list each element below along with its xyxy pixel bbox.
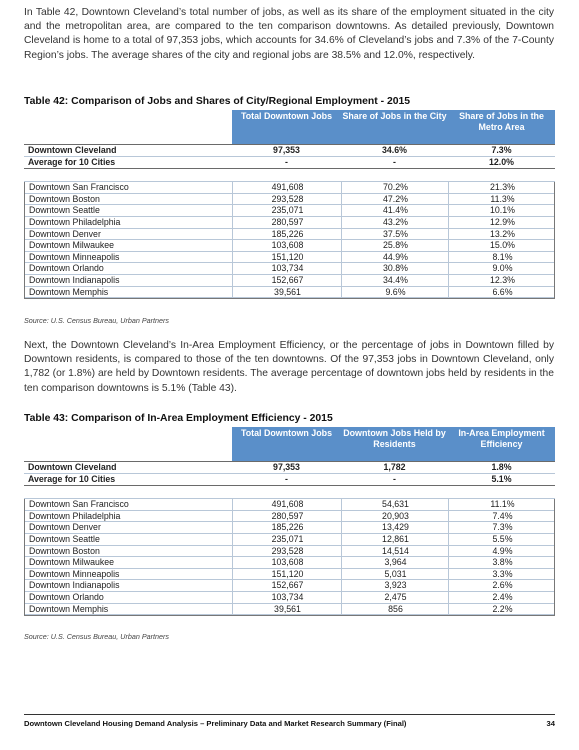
row-value-2: 3,923: [384, 580, 407, 591]
table-row: [25, 604, 554, 616]
row-value-2: 1,782: [383, 462, 406, 472]
intro-paragraph: In Table 42, Downtown Cleveland’s total number of jobs, as well as its share of the employment situated in the city and the metropolitan area, are compared to the ten comparison downtowns. As detailed previously, Downtown Cleveland is home to a total of 97,353 jobs, which accounts for 34.6% of Cleveland’s jobs and 7.3% of the 7-County Region’s jobs. The average shares of the city and regional jobs are 38.5% and 12.0%, respectively.: [24, 7, 554, 61]
table42-title: Table 42: Comparison of Jobs and Shares of City/Regional Employment - 2015: [24, 96, 411, 107]
row-value-3: 2.4%: [492, 591, 513, 602]
row-value-3: 8.1%: [492, 251, 513, 262]
table-row: [25, 522, 554, 534]
row-value-3: 6.6%: [492, 286, 513, 297]
row-value-3: 11.3%: [490, 193, 515, 204]
row-value-1: 185,226: [271, 522, 304, 533]
table43-header-total-jobs: Total Downtown Jobs: [232, 427, 341, 461]
footer-rule: [24, 714, 555, 715]
table-42: [24, 110, 555, 299]
row-value-1: 235,071: [271, 533, 304, 544]
middle-paragraph: Next, the Downtown Cleveland’s In-Area Employment Efficiency, or the percentage of jobs in Downtown filled by Downtown residents, is compared to those of the ten downtowns. Of the 97,353 jobs in Downtown Cleveland, only 1,782 (or 1.8%) are held by Downtown residents. The average percentage of downtown jobs held by residents in the ten comparison downtowns is 5.1% (Table 43).: [24, 340, 554, 394]
row-value-2: 44.9%: [383, 251, 408, 262]
row-label: Downtown San Francisco: [29, 499, 129, 510]
row-value-1: 151,120: [271, 568, 304, 579]
table-row: [25, 194, 554, 206]
row-value-1: 103,734: [271, 263, 304, 274]
row-label: Downtown Indianapolis: [29, 580, 120, 591]
column-divider: [232, 499, 233, 615]
row-value-3: 2.2%: [492, 603, 513, 614]
table-row: [25, 534, 554, 546]
row-value-1: 293,528: [271, 545, 304, 556]
row-value-1: 235,071: [271, 205, 304, 216]
row-value-1: 280,597: [271, 510, 304, 521]
table-row: [25, 287, 554, 299]
row-label: Downtown Orlando: [29, 263, 104, 274]
row-label: Downtown Seattle: [29, 533, 100, 544]
table42-header-total-jobs: Total Downtown Jobs: [232, 110, 341, 144]
table-row: [25, 580, 554, 592]
table42-source: Source: U.S. Census Bureau, Urban Partners: [24, 316, 170, 325]
row-label: Average for 10 Cities: [28, 156, 116, 167]
table-row: [25, 217, 554, 229]
row-value-2: 856: [388, 603, 403, 614]
row-label: Downtown Denver: [29, 522, 101, 533]
row-value-2: 5,031: [384, 568, 407, 579]
row-label: Downtown Indianapolis: [29, 274, 120, 285]
footer-title: Downtown Cleveland Housing Demand Analysis – Preliminary Data and Market Research Summary (Final): [24, 719, 407, 728]
row-value-1: 39,561: [274, 286, 301, 297]
row-value-1: 152,667: [271, 580, 304, 591]
row-value-3: 12.0%: [489, 156, 514, 167]
table-row: [25, 499, 554, 511]
row-label: Downtown San Francisco: [29, 182, 129, 193]
row-label: Downtown Boston: [29, 193, 100, 204]
table42-city-rows: [24, 182, 555, 299]
row-label: Downtown Milwaukee: [29, 240, 115, 251]
row-value-2: 13,429: [382, 522, 409, 533]
row-value-2: 14,514: [382, 545, 409, 556]
row-value-2: -: [393, 156, 396, 167]
row-value-2: 2,475: [384, 591, 407, 602]
row-value-3: 1.8%: [491, 462, 512, 472]
row-value-3: 12.9%: [490, 216, 515, 227]
row-value-3: 3.8%: [492, 557, 513, 568]
table-row: [25, 275, 554, 287]
row-label: Downtown Milwaukee: [29, 557, 115, 568]
row-value-1: 39,561: [274, 603, 301, 614]
row-value-1: 103,608: [271, 557, 304, 568]
row-value-3: 12.3%: [490, 274, 515, 285]
table-row: [25, 229, 554, 241]
table-row: [25, 182, 554, 194]
row-value-2: 25.8%: [383, 240, 408, 251]
table43-summary: [24, 461, 555, 486]
row-value-1: 103,608: [271, 240, 304, 251]
summary-row: [24, 462, 555, 474]
row-label: Downtown Cleveland: [28, 145, 117, 155]
row-label: Downtown Memphis: [29, 286, 109, 297]
table-row: [25, 569, 554, 581]
row-value-2: 12,861: [382, 533, 409, 544]
row-value-3: 13.2%: [490, 228, 515, 239]
column-divider: [232, 182, 233, 298]
row-label: Downtown Denver: [29, 228, 101, 239]
row-value-3: 3.3%: [492, 568, 513, 579]
row-label: Downtown Boston: [29, 545, 100, 556]
column-divider: [448, 182, 449, 298]
row-value-2: 70.2%: [383, 182, 408, 193]
row-value-3: 7.3%: [492, 522, 513, 533]
row-label: Downtown Memphis: [29, 603, 109, 614]
row-label: Downtown Philadelphia: [29, 510, 121, 521]
row-value-3: 15.0%: [490, 240, 515, 251]
table-row: [25, 252, 554, 264]
summary-row: [24, 474, 555, 486]
row-value-1: -: [285, 156, 288, 167]
row-value-3: 7.4%: [492, 510, 513, 521]
table-row: [25, 263, 554, 275]
row-label: Downtown Minneapolis: [29, 568, 120, 579]
row-value-2: 34.6%: [382, 145, 407, 155]
row-value-2: 37.5%: [383, 228, 408, 239]
row-value-2: 54,631: [382, 499, 409, 510]
summary-row: [24, 157, 555, 169]
row-value-3: 9.0%: [492, 263, 513, 274]
row-value-1: -: [285, 473, 288, 484]
row-label: Downtown Cleveland: [28, 462, 117, 472]
table42-header-share-metro: Share of Jobs in the Metro Area: [448, 110, 555, 144]
table43-header-jobs-held: Downtown Jobs Held by Residents: [341, 427, 448, 461]
row-label: Average for 10 Cities: [28, 473, 116, 484]
row-label: Downtown Seattle: [29, 205, 100, 216]
row-value-3: 21.3%: [490, 182, 515, 193]
row-value-1: 97,353: [273, 462, 300, 472]
row-value-1: 151,120: [271, 251, 304, 262]
row-value-3: 7.3%: [491, 145, 512, 155]
row-value-1: 280,597: [271, 216, 304, 227]
column-divider: [448, 499, 449, 615]
row-value-2: 34.4%: [383, 274, 408, 285]
table42-summary: [24, 144, 555, 169]
row-value-3: 5.1%: [491, 473, 512, 484]
row-value-3: 10.1%: [490, 205, 515, 216]
row-value-2: 3,964: [384, 557, 407, 568]
table-row: [25, 240, 554, 252]
row-label: Downtown Philadelphia: [29, 216, 121, 227]
row-value-2: -: [393, 473, 396, 484]
table42-header-share-city: Share of Jobs in the City: [341, 110, 448, 144]
table-row: [25, 205, 554, 217]
row-value-2: 9.6%: [385, 286, 406, 297]
table43-source: Source: U.S. Census Bureau, Urban Partners: [24, 632, 170, 641]
table43-title: Table 43: Comparison of In-Area Employment Efficiency - 2015: [24, 413, 333, 424]
table-row: [25, 546, 554, 558]
column-divider: [341, 182, 342, 298]
row-value-3: 4.9%: [492, 545, 513, 556]
summary-row: [24, 145, 555, 157]
row-value-3: 5.5%: [492, 533, 513, 544]
row-value-1: 152,667: [271, 274, 304, 285]
table43-header-efficiency: In-Area Employment Efficiency: [448, 427, 555, 461]
table42-header: [24, 110, 555, 144]
table43-city-rows: [24, 499, 555, 616]
row-label: Downtown Minneapolis: [29, 251, 120, 262]
row-value-2: 47.2%: [383, 193, 408, 204]
table-row: [25, 592, 554, 604]
row-value-1: 103,734: [271, 591, 304, 602]
column-divider: [341, 499, 342, 615]
table-row: [25, 511, 554, 523]
table-43: [24, 427, 555, 616]
row-value-2: 41.4%: [383, 205, 408, 216]
row-value-2: 30.8%: [383, 263, 408, 274]
row-value-3: 11.1%: [490, 499, 515, 510]
page-number: 34: [546, 719, 555, 728]
table43-header: [24, 427, 555, 461]
row-value-2: 43.2%: [383, 216, 408, 227]
row-label: Downtown Orlando: [29, 591, 104, 602]
row-value-1: 97,353: [273, 145, 300, 155]
row-value-3: 2.6%: [492, 580, 513, 591]
row-value-1: 185,226: [271, 228, 304, 239]
row-value-1: 293,528: [271, 193, 304, 204]
row-value-1: 491,608: [271, 182, 304, 193]
row-value-1: 491,608: [271, 499, 304, 510]
table-row: [25, 557, 554, 569]
row-value-2: 20,903: [382, 510, 409, 521]
